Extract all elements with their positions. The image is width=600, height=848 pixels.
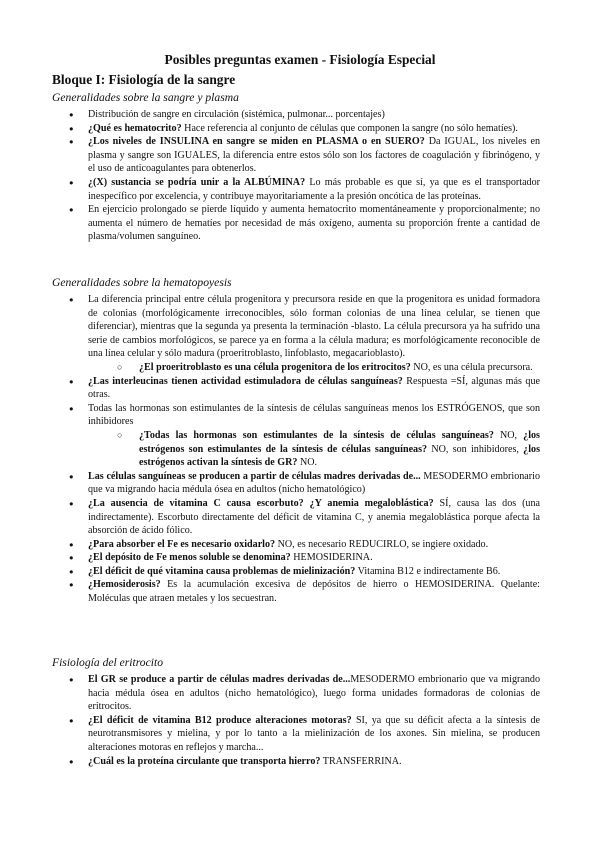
- list-eritrocito: [0, 673, 600, 768]
- list-hematopoyesis: [0, 293, 600, 606]
- list-item: ● ¿Hemosiderosis? Es la acumulación excesiva de depósitos de hierro o HEMOSIDERINA. Quelante: Moléculas que atraen metales y los secuestran.: [0, 578, 600, 605]
- section-heading-hematopoyesis: Generalidades sobre la hematopoyesis: [52, 276, 232, 289]
- list-item: ● ¿Para absorber el Fe es necesario oxidarlo? NO, es necesario REDUCIRLO, se ingiere oxidado.: [0, 538, 600, 552]
- list-subitem: ○ ¿Todas las hormonas son estimulantes de la síntesis de células sanguíneas? NO, ¿los estrógenos son estimulantes de la síntesis de células sanguíneas? NO, son inhibidores, ¿los estrógenos activan la síntesis de GR? NO.: [0, 429, 600, 470]
- list-item: ● La diferencia principal entre célula progenitora y precursora reside en que la progenitora es unidad formadora de colonias (morfológicamente irreconocibles, sólo forman colonias de una línea celular, se tienen que diferenciar), mientras que la segunda ya presenta la terminación -blasto. La célula precursora ya ha sufrido una serie de cambios morfológicos, se parece ya en forma a la célula madura; es morfológicamente reconocible de una línea celular y sólo madura (proeritroblasto, linfoblasto, megacarioblasto).: [0, 293, 600, 361]
- list-item: ● ¿El déficit de qué vitamina causa problemas de mielinización? Vitamina B12 e indirectamente B6.: [0, 565, 600, 579]
- list-sangre: [0, 108, 600, 244]
- list-item: ● Las células sanguíneas se producen a partir de células madres derivadas de... MESODERMO embrionario que va migrando hacia médula ósea en adultos (nicho hematológico): [0, 470, 600, 497]
- list-item: ● ¿La ausencia de vitamina C causa escorbuto? ¿Y anemia megaloblástica? SÍ, causa las dos (una indirectamente). Escorbuto directamente del déficit de vitamina C, y anemia megaloblástica porque afecta la absorción de ácido fólico.: [0, 497, 600, 538]
- list-item: ● ¿(X) sustancia se podría unir a la ALBÚMINA? Lo más probable es que sí, ya que es el transportador inespecífico por excelencia, y contribuye mayoritariamente a la presión oncótica de las proteínas.: [0, 176, 600, 203]
- section-heading-sangre: Generalidades sobre la sangre y plasma: [52, 91, 239, 104]
- list-item: ● En ejercicio prolongado se pierde líquido y aumenta hematocrito momentáneamente y proporcionalmente; no aumenta el número de hematíes por necesidad de más oxígeno, aumenta su proporción frente a cantidad de plasma/volumen sanguíneo.: [0, 203, 600, 244]
- list-item: ● ¿El déficit de vitamina B12 produce alteraciones motoras? SI, ya que su déficit afecta a la síntesis de neurotransmisores y mielina, y por lo tanto a la mielinización de los axones. Sin mielina, se producen alteraciones motoras en reflejos y marcha...: [0, 714, 600, 755]
- list-item: ● Distribución de sangre en circulación (sistémica, pulmonar... porcentajes): [0, 108, 600, 122]
- block-heading: Bloque I: Fisiología de la sangre: [52, 72, 236, 87]
- section-heading-eritrocito: Fisiología del eritrocito: [52, 656, 163, 669]
- list-item: ● ¿Las interleucinas tienen actividad estimuladora de células sanguíneas? Respuesta =SÍ, algunas más que otras.: [0, 375, 600, 402]
- list-item: ● ¿Cuál es la proteína circulante que transporta hierro? TRANSFERRINA.: [0, 755, 600, 769]
- list-item: ● El GR se produce a partir de células madres derivadas de...MESODERMO embrionario que va migrando hacia médula ósea en adultos (nicho hematológico), luego forma unidades formadoras de colonias de eritrocitos.: [0, 673, 600, 714]
- list-item: ● ¿El depósito de Fe menos soluble se denomina? HEMOSIDERINA.: [0, 551, 600, 565]
- list-item: ● ¿Los niveles de INSULINA en sangre se miden en PLASMA o en SUERO? Da IGUAL, los niveles en plasma y sangre son IGUALES, la diferencia entre estos sólo son los factores de coagulación y fibrinógeno, y el uso de anticoagulantes para obtenerlos.: [0, 135, 600, 176]
- list-item: ● ¿Qué es hematocrito? Hace referencia al conjunto de células que componen la sangre (no sólo hematíes).: [0, 122, 600, 136]
- document-title: Posibles preguntas examen - Fisiología Especial: [164, 52, 436, 67]
- list-item: ● Todas las hormonas son estimulantes de la síntesis de células sanguíneas menos los ESTRÓGENOS, que son inhibidores: [0, 402, 600, 429]
- list-subitem: ○ ¿El proeritroblasto es una célula progenitora de los eritrocitos? NO, es una célula precursora.: [0, 361, 600, 375]
